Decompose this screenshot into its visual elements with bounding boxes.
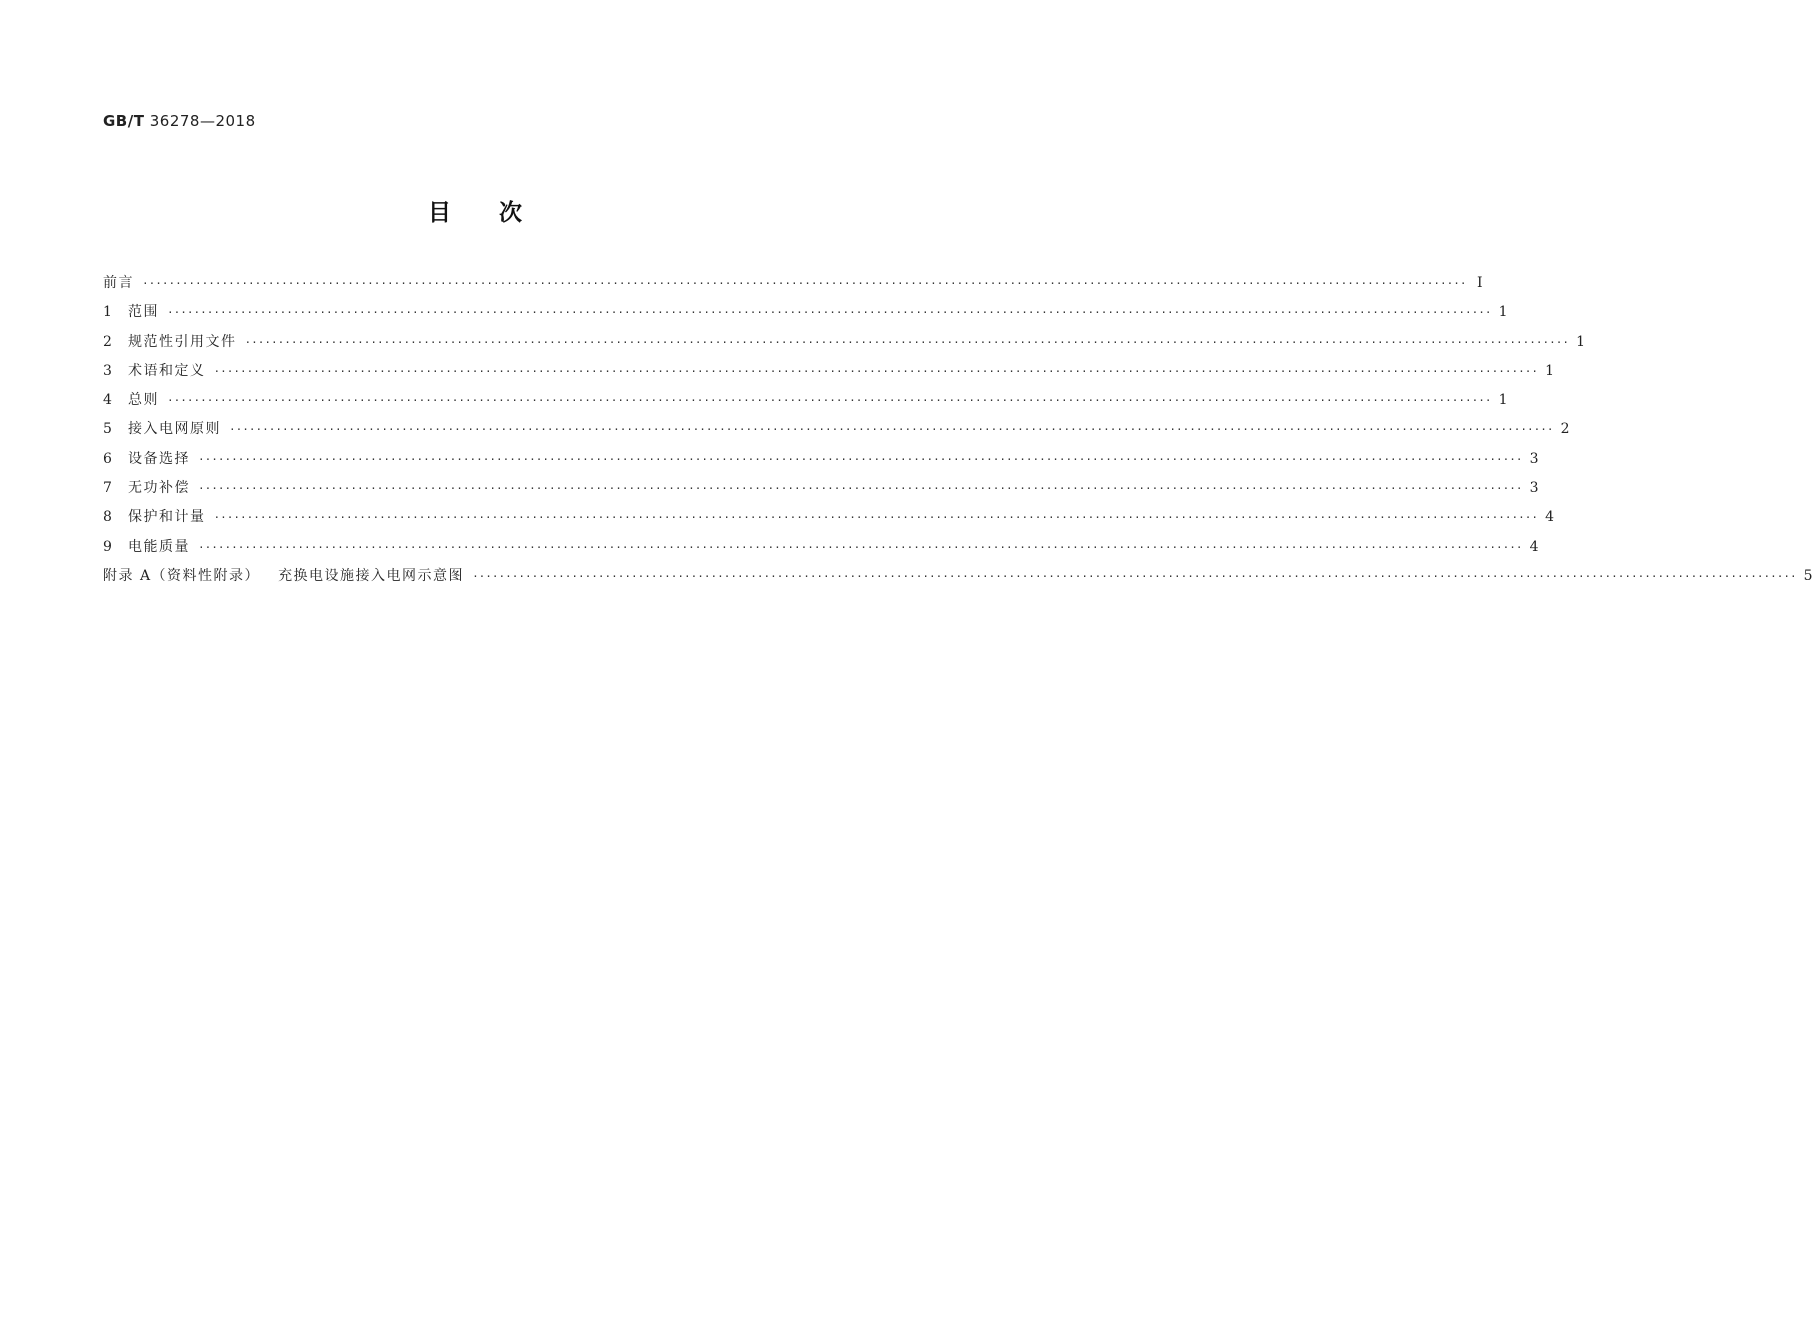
- toc-entry-5[interactable]: [103, 418, 1570, 447]
- toc-number: 1: [103, 304, 114, 321]
- toc-page-number: 5: [1803, 567, 1813, 584]
- table-of-contents: [103, 272, 1813, 594]
- toc-page-number: 3: [1529, 450, 1539, 467]
- toc-page-number: 2: [1560, 421, 1570, 438]
- toc-label: 术语和定义: [128, 362, 206, 379]
- toc-leader-dots: ········································································································································································································: [472, 569, 1797, 583]
- toc-label: 附录 A（资料性附录）: [103, 567, 261, 584]
- toc-entry-3[interactable]: [103, 360, 1555, 389]
- toc-number: 2: [103, 333, 114, 350]
- toc-label: 设备选择: [128, 450, 190, 467]
- toc-leader-dots: ········································································································································································································: [198, 482, 1523, 496]
- toc-leader-dots: ········································································································································································································: [142, 277, 1467, 290]
- page-title: 目次: [428, 200, 570, 226]
- toc-leader-dots: ········································································································································································································: [213, 364, 1539, 378]
- toc-number: 3: [103, 362, 114, 379]
- toc-page-number: 4: [1529, 538, 1539, 555]
- toc-label: 范围: [128, 304, 159, 321]
- toc-entry-4[interactable]: [103, 389, 1508, 418]
- toc-page-number: 4: [1545, 509, 1555, 526]
- toc-leader-dots: ········································································································································································································: [167, 394, 1492, 408]
- toc-leader-dots: ········································································································································································································: [213, 511, 1539, 525]
- toc-label: 总则: [128, 392, 159, 409]
- toc-entry-7[interactable]: [103, 477, 1539, 506]
- toc-number: 4: [103, 392, 114, 409]
- toc-entry-6[interactable]: [103, 448, 1539, 477]
- toc-number: 8: [103, 509, 114, 526]
- toc-leader-dots: ········································································································································································································: [167, 306, 1492, 320]
- toc-entry-2[interactable]: [103, 331, 1586, 360]
- toc-entry-1[interactable]: [103, 301, 1508, 330]
- toc-number: 6: [103, 450, 114, 467]
- toc-leader-dots: ········································································································································································································: [244, 335, 1570, 349]
- toc-page-number: 1: [1576, 333, 1586, 350]
- toc-leader-dots: ········································································································································································································: [198, 452, 1523, 466]
- toc-label: 无功补偿: [128, 480, 190, 497]
- toc-page-number: Ⅰ: [1476, 275, 1483, 291]
- toc-entry-8[interactable]: [103, 506, 1555, 535]
- toc-sublabel: 充换电设施接入电网示意图: [278, 567, 465, 584]
- standard-code: GB/T: [103, 112, 145, 130]
- toc-label: 接入电网原则: [128, 421, 221, 438]
- toc-label: 电能质量: [128, 538, 190, 555]
- toc-entry-9[interactable]: [103, 536, 1539, 565]
- toc-label: 保护和计量: [128, 509, 206, 526]
- toc-leader-dots: ········································································································································································································: [229, 423, 1554, 437]
- toc-entry-foreword[interactable]: [103, 272, 1483, 301]
- toc-label: 规范性引用文件: [128, 333, 237, 350]
- toc-number: 5: [103, 421, 114, 438]
- toc-page-number: 1: [1498, 304, 1508, 321]
- standard-number: 36278—2018: [149, 112, 256, 130]
- toc-number: 9: [103, 538, 114, 555]
- toc-entry-appendix-a[interactable]: [103, 565, 1813, 594]
- toc-page-number: 1: [1545, 362, 1555, 379]
- toc-leader-dots: ········································································································································································································: [198, 540, 1523, 554]
- standard-header: [103, 112, 256, 130]
- toc-label: 前言: [103, 275, 134, 291]
- toc-page-number: 1: [1498, 392, 1508, 409]
- toc-number: 7: [103, 480, 114, 497]
- toc-page-number: 3: [1529, 480, 1539, 497]
